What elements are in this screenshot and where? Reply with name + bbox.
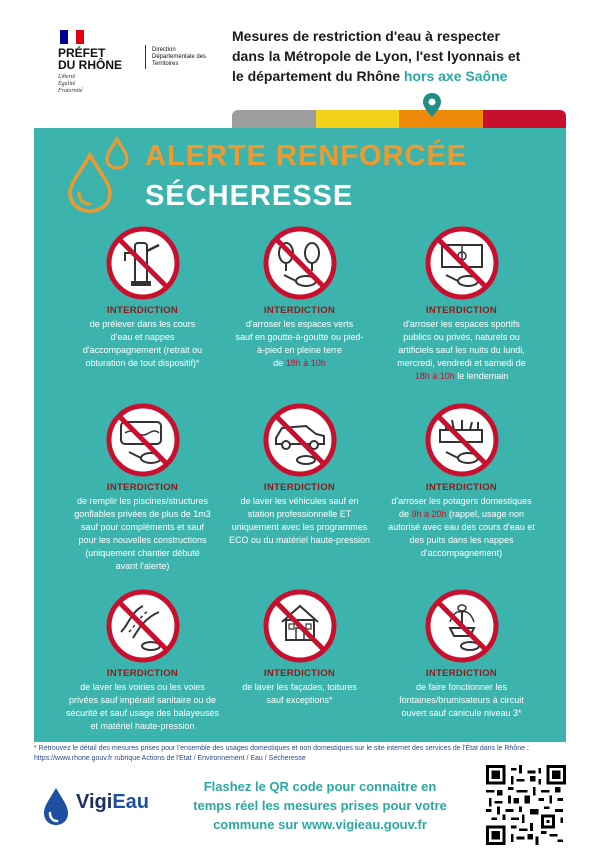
card-vegetable-gardens: INTERDICTION d'arroser les potagers domestiques de 9h à 20h (rappel, usage non autorisé avec eau des cours d'eau et des puits dans les nappes d'accompagnement) <box>374 402 549 560</box>
road-washing-icon <box>105 588 181 664</box>
alert-level-bar <box>232 110 566 128</box>
card-facades: INTERDICTION de laver les façades, toitures sauf exceptions* <box>212 588 387 707</box>
card-sports-fields: INTERDICTION d'arroser les espaces sportifs publics ou privés, naturels ou artificiels sauf les nuits du lundi, mercredi, vendredi et samedi de 18h à 10h le lendemain <box>374 225 549 383</box>
logo-divider <box>145 45 146 69</box>
car-wash-icon <box>262 402 338 478</box>
footnote: * Retrouvez le détail des mesures prises pour l'ensemble des usages domestiques et non domestiques sur le site internet des services de l'État dans le Rhône : https://www.rhone.gouv.fr rubrique Actions de l'Etat / Environnement / Eau / Sécheresse <box>34 745 529 762</box>
level-alerte <box>316 110 400 128</box>
tree-watering-icon <box>262 225 338 301</box>
house-facade-icon <box>262 588 338 664</box>
sports-field-icon <box>424 225 500 301</box>
level-crise <box>483 110 567 128</box>
ddt-label: Direction Départementale des Territoires <box>152 47 207 67</box>
card-text: de laver les voiries ou les voies privées sauf impératif sanitaire ou de sécurité et sauf usage des balayeuses et matériel haute-pression <box>65 682 220 731</box>
fountain-icon <box>424 588 500 664</box>
card-text: d'arroser les espaces verts sauf en goutte-à-goutte ou pied- à-pied en pleine terre de 18h à 10h <box>235 319 364 368</box>
card-vehicles: INTERDICTION de laver les véhicules sauf en station professionnelle ET uniquement avec les programmes ECO ou du matériel haute-pression <box>212 402 387 547</box>
vegetable-garden-icon <box>424 402 500 478</box>
page-title: Mesures de restriction d'eau à respecter dans la Métropole de Lyon, l'est lyonnais et le département du Rhône hors axe Saône <box>232 28 521 84</box>
republic-motto: Liberté Égalité Fraternité <box>58 74 83 94</box>
header <box>0 0 601 128</box>
water-drops-icon <box>62 133 132 213</box>
pool-icon <box>105 402 181 478</box>
card-fountains: INTERDICTION de faire fonctionner les fontaines/brumisateurs à circuit ouvert sauf canicule niveau 3* <box>374 588 549 720</box>
prefet-logo-text: PRÉFET DU RHÔNE <box>58 46 123 72</box>
card-pools: INTERDICTION de remplir les piscines/structures gonflables privées de plus de 1m3 sauf pour compléments et sauf pour les nouvelles constructions (uniquement chantier débuté avant l'alerte) <box>55 402 230 573</box>
card-roads: INTERDICTION de laver les voiries ou les voies privées sauf impératif sanitaire ou de sécurité et sauf usage des balayeuses et matériel haute-pression <box>55 588 230 733</box>
map-pin-icon <box>422 92 442 118</box>
card-text: de faire fonctionner les fontaines/brumisateurs à circuit ouvert sauf canicule niveau 3* <box>399 682 524 718</box>
drought-title: SÉCHERESSE <box>145 180 354 212</box>
card-text: de laver les véhicules sauf en station professionnelle ET uniquement avec les programmes ECO ou du matériel haute-pression <box>228 496 371 545</box>
vigieau-brand: VigiEau <box>76 791 149 813</box>
water-pump-icon <box>105 225 181 301</box>
french-flag-logo <box>60 30 84 44</box>
alert-level-title: ALERTE RENFORCÉE <box>145 140 468 172</box>
qr-code[interactable] <box>486 765 566 845</box>
card-text: de prélever dans les cours d'eau et nappes d'accompagnement (retrait ou obturation de tout dispositif)* <box>82 319 203 368</box>
card-water-withdrawal: INTERDICTION de prélever dans les cours d'eau et nappes d'accompagnement (retrait ou obturation de tout dispositif)* <box>55 225 230 370</box>
card-green-spaces: INTERDICTION d'arroser les espaces verts sauf en goutte-à-goutte ou pied- à-pied en pleine terre de 18h à 10h <box>212 225 387 370</box>
card-text: d'arroser les espaces sportifs publics ou privés, naturels ou artificiels sauf les nuits du lundi, mercredi, vendredi et samedi de 18h à 10h le lendemain <box>397 319 526 381</box>
level-vigilance <box>232 110 316 128</box>
card-text: de remplir les piscines/structures gonflables privées de plus de 1m3 sauf pour compléments et sauf pour les nouvelles constructions (uniquement chantier débuté avant l'alerte) <box>74 496 211 571</box>
qr-instructions: Flashez le QR code pour connaitre en temps réel les mesures prises pour votre commune sur www.vigieau.gouv.fr <box>193 779 447 832</box>
card-text: d'arroser les potagers domestiques de 9h à 20h (rappel, usage non autorisé avec eau des cours d'eau et des puits dans les nappes d'accompagnement) <box>388 496 535 558</box>
card-text: de laver les façades, toitures sauf exceptions* <box>242 682 357 705</box>
